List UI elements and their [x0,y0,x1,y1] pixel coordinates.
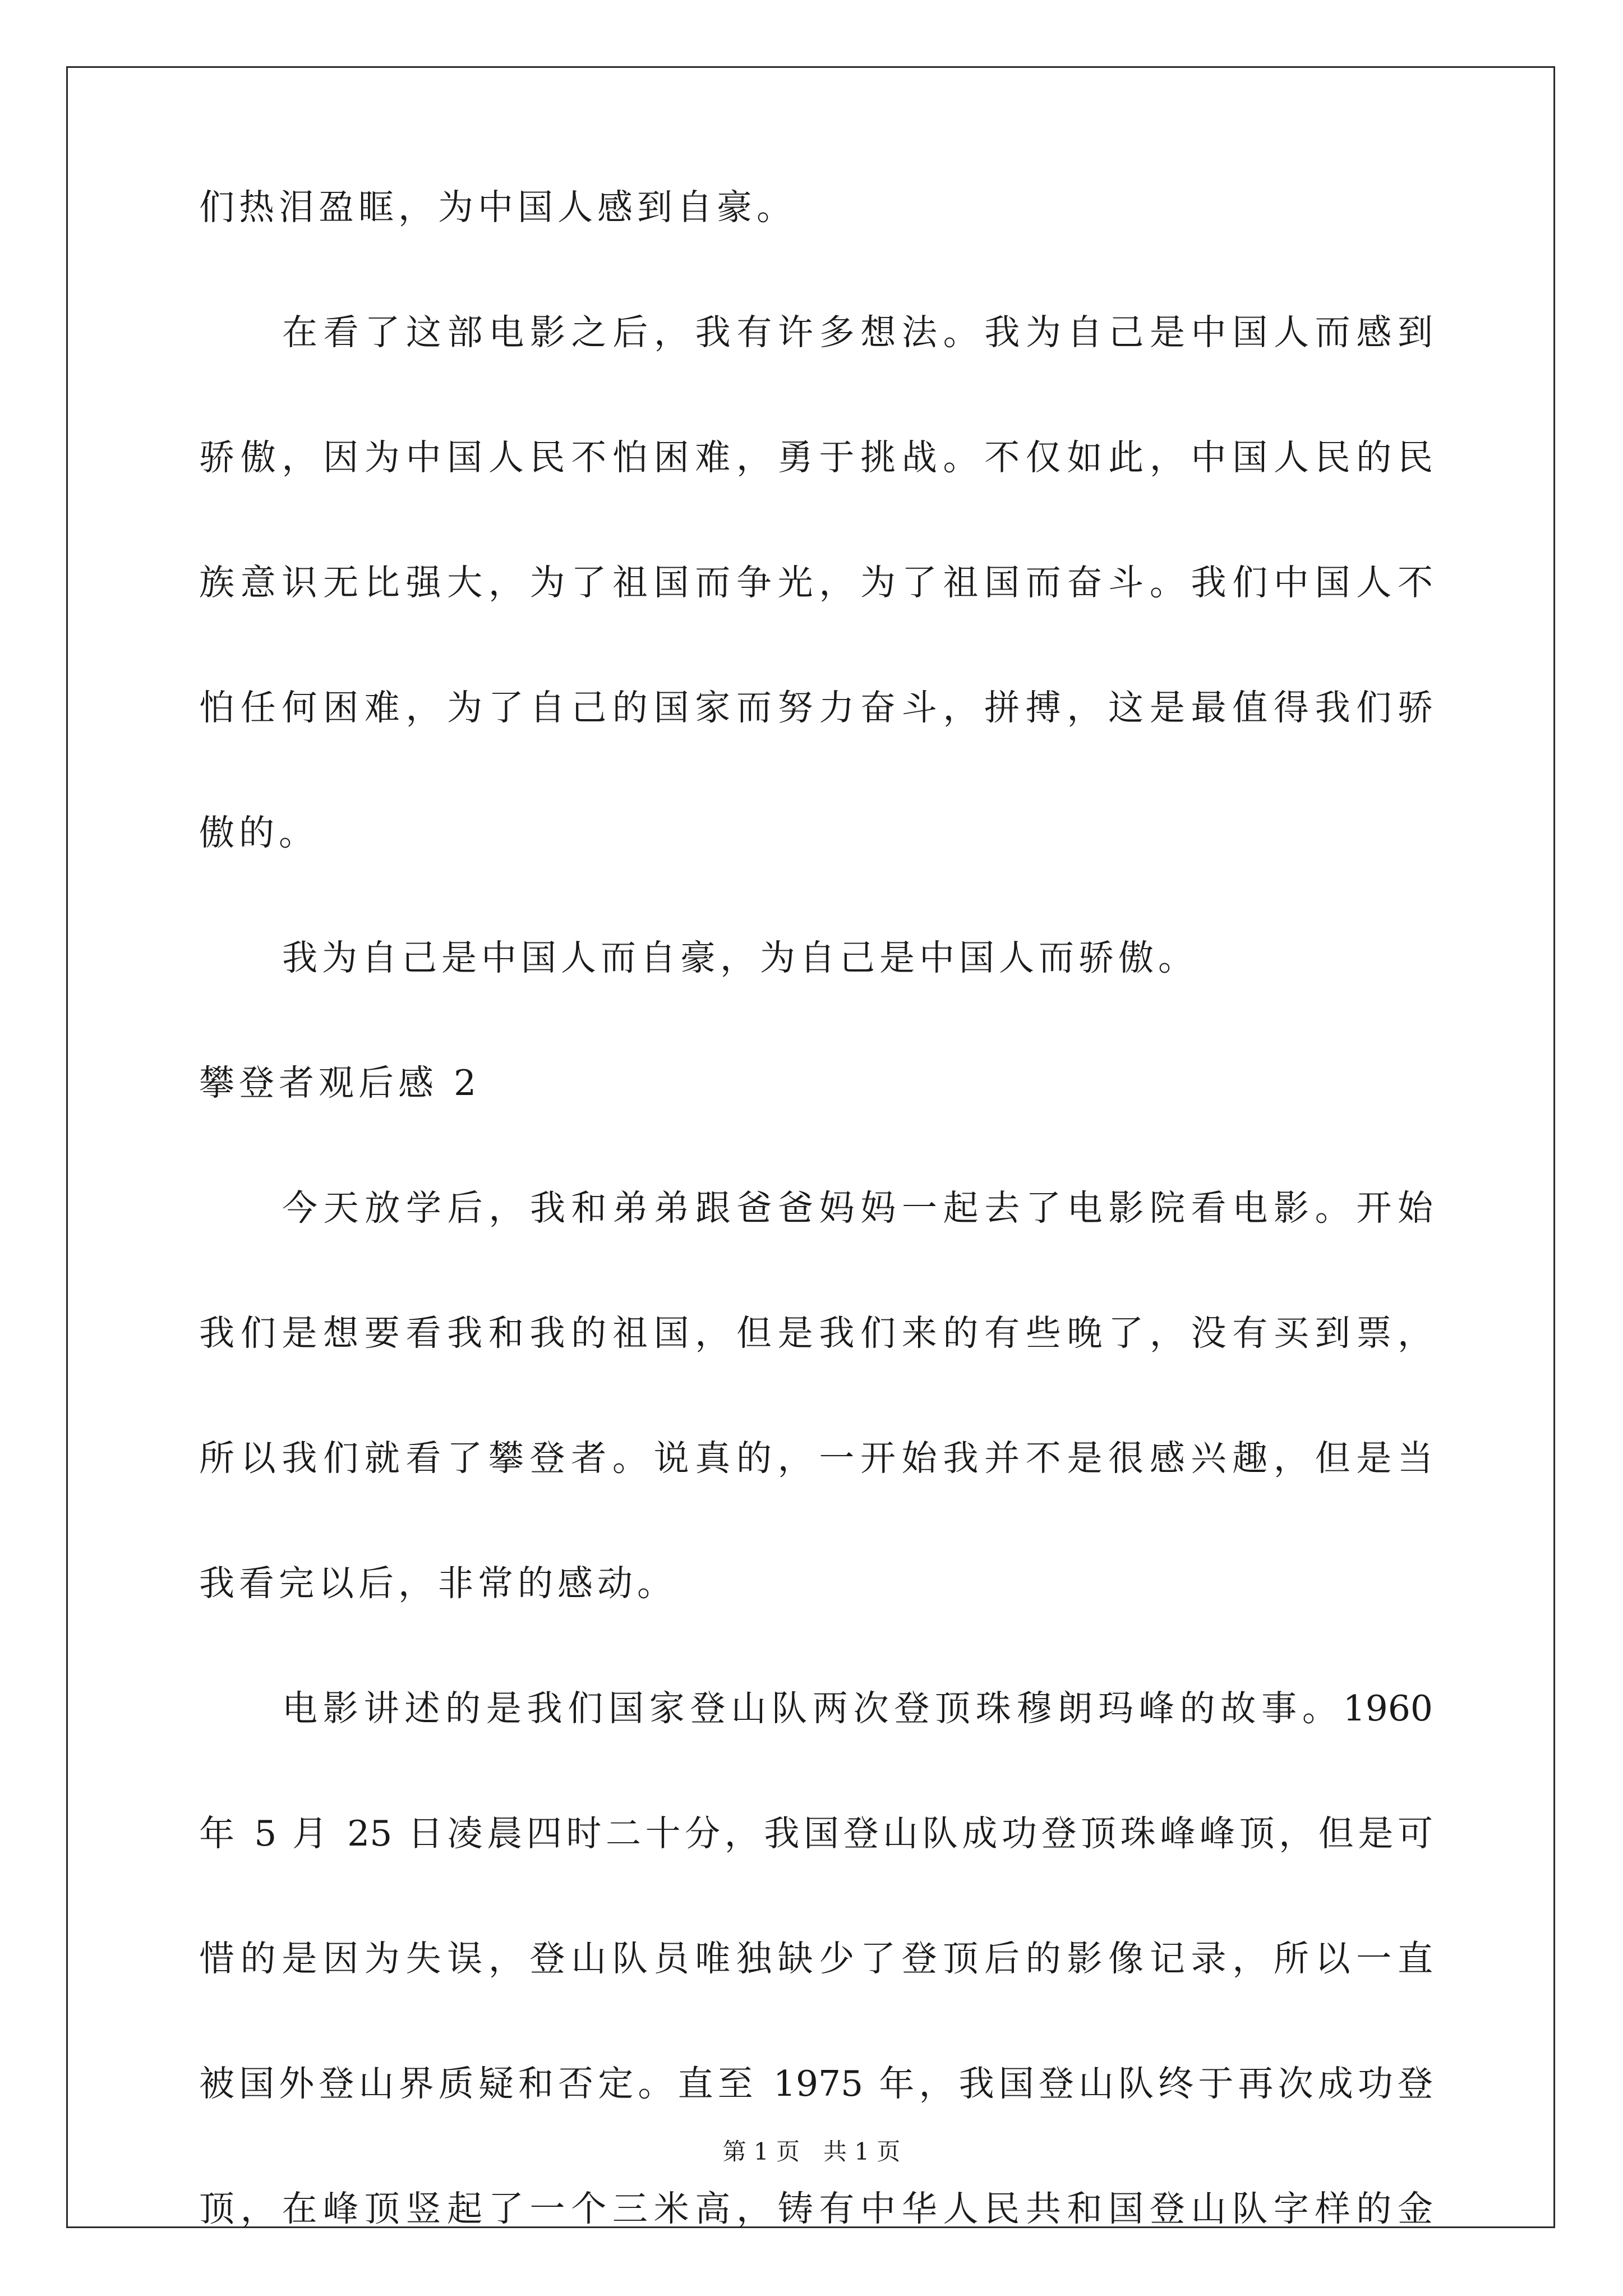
text-line: 在看了这部电影之后，我有许多想法。我为自己是中国人而感到 [282,312,1433,353]
text-line: 怕任何困难，为了自己的国家而努力奋斗，拼搏，这是最值得我们骄 [199,687,1433,728]
text-line: 年 5 月 25 日凌晨四时二十分，我国登山队成功登顶珠峰峰顶，但是可 [199,1813,1433,1854]
text-line: 电影讲述的是我们国家登山队两次登顶珠穆朗玛峰的故事。1960 [282,1688,1433,1729]
text-line: 顶，在峰顶竖起了一个三米高，铸有中华人民共和国登山队字样的金 [199,2188,1433,2229]
text-line: 我们是想要看我和我的祖国，但是我们来的有些晚了，没有买到票， [199,1313,1433,1354]
text-line: 们热泪盈眶，为中国人感到自豪。 [199,187,796,228]
text-line: 被国外登山界质疑和否定。直至 1975 年，我国登山队终于再次成功登 [199,2063,1433,2104]
text-line: 今天放学后，我和弟弟跟爸爸妈妈一起去了电影院看电影。开始 [282,1188,1433,1228]
text-line: 傲的。 [199,812,319,853]
text-line: 惜的是因为失误，登山队员唯独缺少了登顶后的影像记录，所以一直 [199,1938,1433,1979]
text-line: 所以我们就看了攀登者。说真的，一开始我并不是很感兴趣，但是当 [199,1438,1433,1479]
page-number-footer: 第 1 页 共 1 页 [722,2138,901,2165]
text-line: 族意识无比强大，为了祖国而争光，为了祖国而奋斗。我们中国人不 [199,562,1433,603]
section-heading: 攀登者观后感 2 [199,1062,481,1103]
page-border [66,66,1555,2228]
text-line: 我看完以后，非常的感动。 [199,1563,677,1604]
text-line: 骄傲，因为中国人民不怕困难，勇于挑战。不仅如此，中国人民的民 [199,437,1433,478]
text-line: 我为自己是中国人而自豪，为自己是中国人而骄傲。 [282,937,1198,978]
